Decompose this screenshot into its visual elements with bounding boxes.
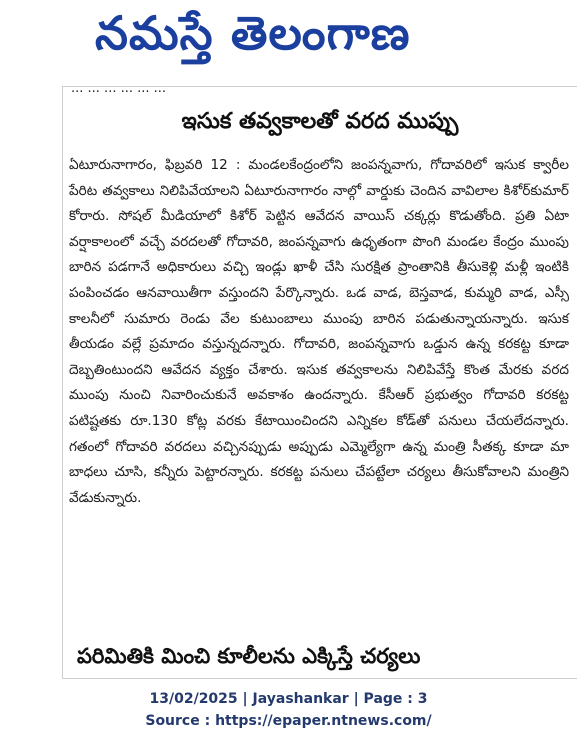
source-link[interactable]: Source : https://epaper.ntnews.com/ (145, 713, 432, 729)
article-headline: ఇసుక తవ్వకాలతో వరద ముప్పు (181, 109, 459, 134)
source-footer (0, 688, 577, 732)
article-body (69, 153, 569, 511)
newspaper-logo: నమస్తే తెలంగాణ (95, 6, 411, 60)
next-article-headline: పరిమితికి మించి కూలీలను ఎక్కిస్తే చర్యలు (77, 644, 421, 668)
edition-info: 13/02/2025 | Jayashankar | Page : 3 (149, 691, 428, 707)
article-paragraph: ఏటూరునాగారం, ఫిబ్రవరి 12 : మండలకేంద్రంలోని జంపన్నవాగు, గోదావరిలో ఇసుక క్వారీల పేరిట తవ్వకాలు నిలిపివేయాలని ఏటూరునాగారం నాల్గో వార్డుకు చెందిన వావిలాల కిశోర్‌కుమార్ కోరారు. సోషల్ మీడియాలో కిశోర్ పెట్టిన ఆవేదన వాయిస్ చక్కర్లు కొడుతోంది. ప్రతి ఏటా వర్షాకాలంలో వచ్చే వరదలతో గోదావరి, జంపన్నవాగు ఉధృతంగా పొంగి మండల కేంద్రం ముంపు బారిన పడగానే అధికారులు వచ్చి ఇండ్లు ఖాళీ చేసి సురక్షిత ప్రాంతానికి తీసుకెళ్లి మళ్లీ ఇంటికి పంపించడం ఆనవాయితీగా వస్తుందని పేర్కొన్నారు. ఒడ వాడ, బెస్తవాడ, కుమ్మరి వాడ, ఎస్సీ కాలనీలో సుమారు రెండు వేల కుటుంబాలు ముంపు బారిన పడుతున్నాయన్నారు. ఇసుక తీయడం వల్లే ప్రమాదం వస్తున్నదన్నారు. గోదావరి, జంపన్నవాగు ఒడ్డున ఉన్న కరకట్ట కూడా దెబ్బతింటుందని ఆవేదన వ్యక్తం చేశారు. ఇసుక తవ్వకాలను నిలిపివేస్తే కొంత మేరకు వరద ముంపు నుంచి నివారించుకునే అవకాశం ఉందన్నారు. కేసీఆర్ ప్రభుత్వం గోదావరి కరకట్ట పటిష్టతకు రూ.130 కోట్ల వరకు కేటాయించిందని ఎన్నికల కోడ్‌తో పనులు చేయలేదన్నారు. గతంలో గోదావరి వరదలు వచ్చినప్పుడు అప్పుడు ఎమ్మెల్యేగా ఉన్న మంత్రి సీతక్క కూడా మా బాధలు చూసి, కన్నీరు పెట్టారన్నారు. కరకట్ట పనులు చేపట్టేలా చర్యలు తీసుకోవాలని మంత్రిని వేడుకున్నారు. (69, 157, 569, 506)
cut-text-fragment: ... ... ... ... ... ... (71, 86, 167, 96)
masthead (0, 0, 577, 78)
news-clipping (62, 86, 577, 679)
